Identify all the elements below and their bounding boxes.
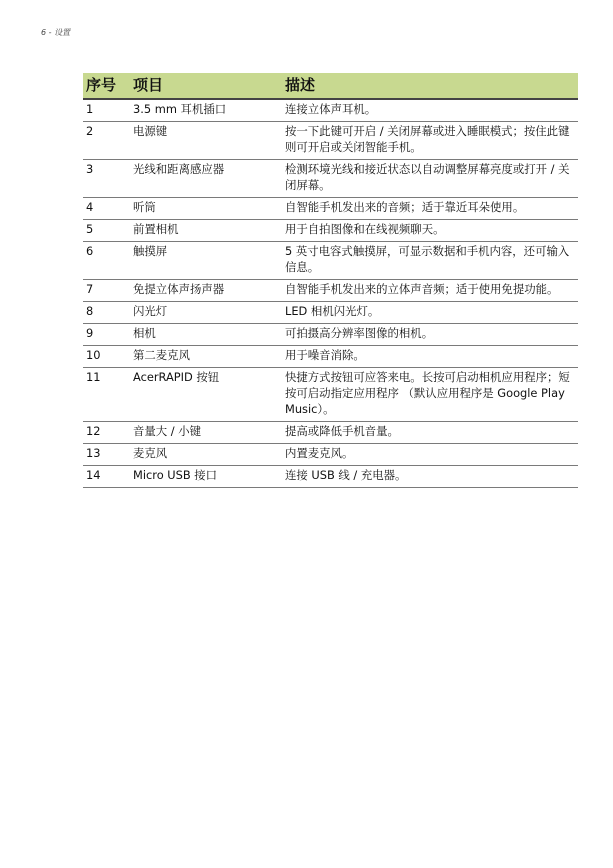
row-description: 5 英寸电容式触摸屏，可显示数据和手机内容，还可输入信息。	[285, 244, 570, 274]
table-row	[83, 346, 578, 368]
row-description: 用于自拍图像和在线视频聊天。	[285, 222, 445, 236]
row-item: 音量大 / 小键	[133, 424, 202, 438]
table-row	[83, 466, 578, 488]
row-item: 麦克风	[133, 446, 168, 460]
row-number: 3	[86, 162, 94, 176]
component-table	[83, 73, 578, 488]
header-item: 项目	[130, 73, 282, 99]
table-row	[83, 122, 578, 160]
table-row	[83, 99, 578, 122]
table-row	[83, 220, 578, 242]
table-row	[83, 324, 578, 346]
table-row	[83, 160, 578, 198]
row-item: 闪光灯	[133, 304, 168, 318]
row-description: 自智能手机发出来的立体声音频；适于使用免提功能。	[285, 282, 559, 296]
row-item: 前置相机	[133, 222, 179, 236]
row-number: 2	[86, 124, 94, 138]
row-number: 13	[86, 446, 101, 460]
row-item: 光线和距离感应器	[133, 162, 225, 176]
row-item: 相机	[133, 326, 156, 340]
row-item: 第二麦克风	[133, 348, 190, 362]
row-item: 免提立体声扬声器	[133, 282, 225, 296]
row-description: 按一下此键可开启 / 关闭屏幕或进入睡眠模式；按住此键则可开启或关闭智能手机。	[285, 124, 570, 154]
row-item: Micro USB 接口	[133, 468, 218, 482]
row-description: 快捷方式按钮可应答来电。长按可启动相机应用程序；短按可启动指定应用程序 （默认应用程序是 Google Play Music）。	[285, 370, 570, 416]
row-description: 检测环境光线和接近状态以自动调整屏幕亮度或打开 / 关闭屏幕。	[285, 162, 570, 192]
row-number: 11	[86, 370, 101, 384]
row-item: 听筒	[133, 200, 156, 214]
row-number: 1	[86, 102, 94, 116]
table-row	[83, 280, 578, 302]
row-number: 12	[86, 424, 101, 438]
row-number: 8	[86, 304, 94, 318]
table-row	[83, 242, 578, 280]
row-number: 9	[86, 326, 94, 340]
table-row	[83, 302, 578, 324]
table-row	[83, 422, 578, 444]
header-desc: 描述	[282, 73, 578, 99]
row-description: LED 相机闪光灯。	[285, 304, 380, 318]
row-description: 连接立体声耳机。	[285, 102, 377, 116]
row-description: 内置麦克风。	[285, 446, 354, 460]
row-description: 用于噪音消除。	[285, 348, 365, 362]
row-number: 7	[86, 282, 94, 296]
row-item: 电源键	[133, 124, 168, 138]
page-header: 6 - 设置	[41, 28, 71, 37]
row-number: 6	[86, 244, 94, 258]
row-description: 连接 USB 线 / 充电器。	[285, 468, 407, 482]
row-number: 10	[86, 348, 101, 362]
row-number: 14	[86, 468, 101, 482]
row-item: AcerRAPID 按钮	[133, 370, 220, 384]
table-row	[83, 198, 578, 220]
header-no: 序号	[83, 73, 130, 99]
row-number: 5	[86, 222, 94, 236]
row-number: 4	[86, 200, 94, 214]
table-row	[83, 444, 578, 466]
row-item: 3.5 mm 耳机插口	[133, 102, 227, 116]
row-item: 触摸屏	[133, 244, 168, 258]
row-description: 自智能手机发出来的音频；适于靠近耳朵使用。	[285, 200, 525, 214]
row-description: 可拍摄高分辨率图像的相机。	[285, 326, 434, 340]
table-header-row	[83, 73, 578, 99]
table-row	[83, 368, 578, 422]
row-description: 提高或降低手机音量。	[285, 424, 399, 438]
